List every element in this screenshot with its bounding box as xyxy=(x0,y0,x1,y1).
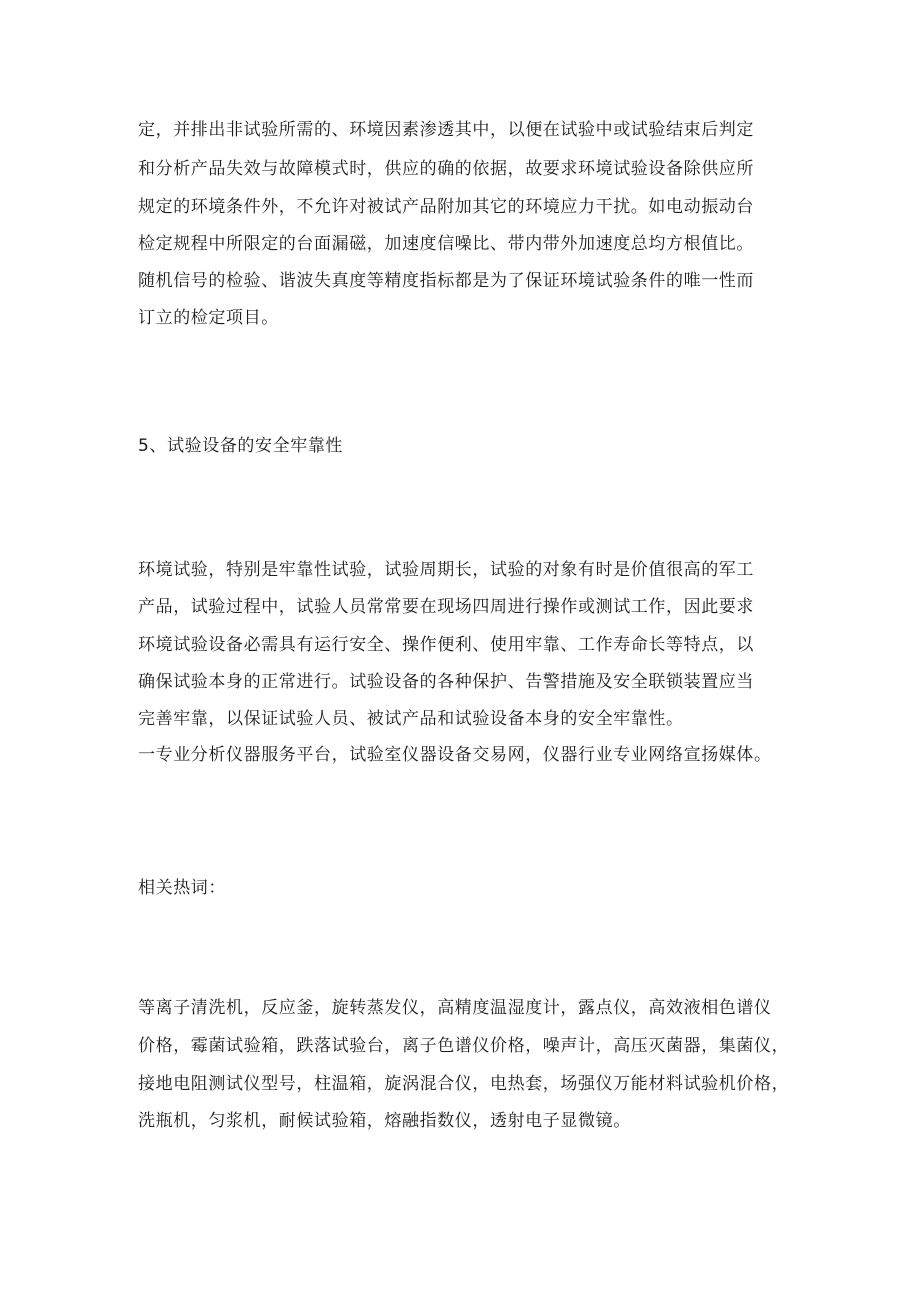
paragraph-2-line-3: 环境试验设备必需具有运行安全、操作便利、使用牢靠、工作寿命长等特点，以 xyxy=(138,635,754,655)
related-keywords-line-3: 接地电阻测试仪型号，柱温箱，旋涡混合仪，电热套，场强仪万能材料试验机价格， xyxy=(138,1074,790,1094)
paragraph-1-line-5: 随机信号的检验、谐波失真度等精度指标都是为了保证环境试验条件的唯一性而 xyxy=(138,271,754,291)
paragraph-1-line-2: 和分析产品失效与故障模式时，供应的确的依据，故要求环境试验设备除供应所 xyxy=(138,159,754,179)
paragraph-2-line-4: 确保试验本身的正常进行。试验设备的各种保护、告警措施及安全联锁装置应当 xyxy=(138,672,754,692)
paragraph-2-line-2: 产品，试验过程中，试验人员常常要在现场四周进行操作或测试工作，因此要求 xyxy=(138,597,754,617)
related-keywords-line-4: 洗瓶机，匀浆机，耐候试验箱，熔融指数仪，透射电子显微镜。 xyxy=(138,1111,631,1131)
paragraph-1-line-4: 检定规程中所限定的台面漏磁，加速度信噪比、带内带外加速度总均方根值比。 xyxy=(138,234,754,254)
related-keywords-line-1: 等离子清洗机，反应釜，旋转蒸发仪，高精度温湿度计，露点仪，高效液相色谱仪 xyxy=(138,998,772,1018)
paragraph-2-line-6: 一专业分析仪器服务平台，试验室仪器设备交易网，仪器行业专业网络宣扬媒体。 xyxy=(138,745,772,765)
paragraph-1-line-6: 订立的检定项目。 xyxy=(138,308,279,328)
paragraph-1-line-1: 定，并排出非试验所需的、环境因素渗透其中，以便在试验中或试验结束后判定 xyxy=(138,120,754,140)
related-keywords-heading: 相关热词： xyxy=(138,878,226,898)
paragraph-2-line-5: 完善牢靠，以保证试验人员、被试产品和试验设备本身的安全牢靠性。 xyxy=(138,709,684,729)
related-keywords-line-2: 价格，霉菌试验箱，跌落试验台，离子色谱仪价格，噪声计，高压灭菌器，集菌仪， xyxy=(138,1036,790,1056)
paragraph-1-line-3: 规定的环境条件外，不允许对被试产品附加其它的环境应力干扰。如电动振动台 xyxy=(138,197,754,217)
paragraph-2-line-1: 环境试验，特别是牢靠性试验，试验周期长，试验的对象有时是价值很高的军工 xyxy=(138,560,754,580)
section-5-heading: 5、试验设备的安全牢靠性 xyxy=(138,436,344,456)
